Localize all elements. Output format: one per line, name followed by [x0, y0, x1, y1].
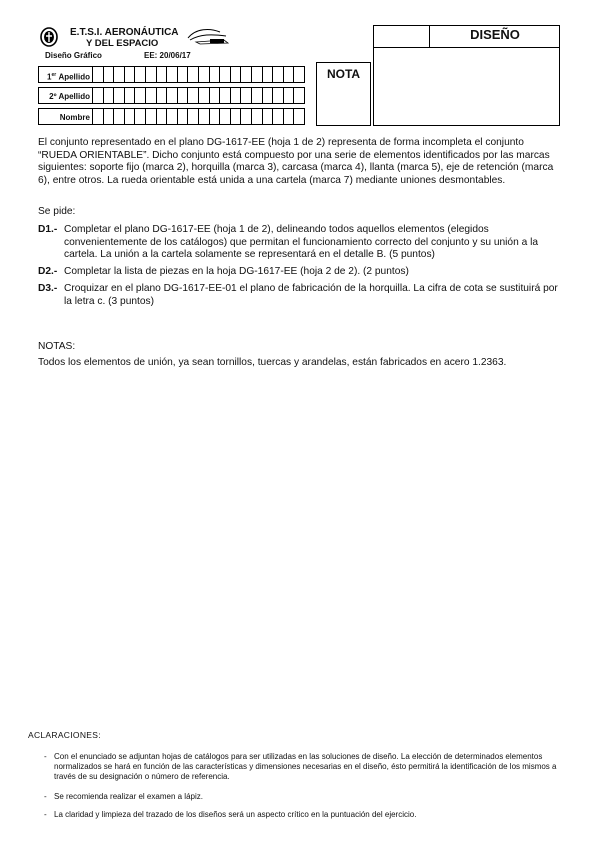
subject-label: Diseño Gráfico: [45, 51, 102, 60]
letter-cell[interactable]: [252, 66, 263, 83]
field-label: Nombre: [38, 108, 93, 125]
design-header-divider: [373, 25, 430, 48]
letter-cell[interactable]: [114, 87, 125, 104]
letter-cell[interactable]: [167, 108, 178, 125]
clarification-text: La claridad y limpieza del trazado de los diseños será un aspecto crítico en la puntuación del ejercicio.: [54, 810, 417, 819]
letter-cell[interactable]: [93, 66, 104, 83]
field-label: 2º Apellido: [38, 87, 93, 104]
bullet-dash: -: [44, 810, 47, 819]
letter-cell[interactable]: [273, 87, 284, 104]
task-text: Croquizar en el plano DG-1617-EE-01 el plano de fabricación de la horquilla. La cifra de cota se sustituirá por la letra c. (3 puntos): [64, 283, 558, 307]
letter-cell[interactable]: [188, 66, 199, 83]
letter-cell[interactable]: [294, 66, 305, 83]
letter-cell[interactable]: [93, 87, 104, 104]
task-code: D1.-: [38, 224, 58, 235]
letter-cell[interactable]: [167, 66, 178, 83]
bullet-dash: -: [44, 792, 47, 801]
letter-cell[interactable]: [252, 87, 263, 104]
letter-cell[interactable]: [146, 66, 157, 83]
letter-cell[interactable]: [199, 108, 210, 125]
letter-cell[interactable]: [273, 108, 284, 125]
exam-date: EE: 20/06/17: [144, 51, 191, 60]
clarifications-title: ACLARACIONES:: [28, 730, 101, 740]
task-text: Completar el plano DG-1617-EE (hoja 1 de 2), delineando todos aquellos elementos (elegidos convenientemente de los catálogos) que permitan el funcionamiento correcto del conjunto y su unión a la cartela. La unión a la cartela solamente se representará en el detalle B. (5 puntos): [64, 224, 539, 260]
letter-cell[interactable]: [210, 108, 221, 125]
letter-cell[interactable]: [188, 108, 199, 125]
letter-cell[interactable]: [231, 108, 242, 125]
letter-cell[interactable]: [220, 108, 231, 125]
letter-cell[interactable]: [231, 87, 242, 104]
task-code: D3.-: [38, 283, 58, 294]
letter-cell[interactable]: [241, 87, 252, 104]
letter-cell[interactable]: [135, 87, 146, 104]
letter-cell[interactable]: [125, 66, 136, 83]
first-surname-cells[interactable]: [93, 66, 305, 83]
school-name-line2: Y DEL ESPACIO: [86, 38, 159, 49]
school-name-line1: E.T.S.I. AERONÁUTICA: [70, 27, 179, 38]
field-label: 1er Apellido: [38, 66, 93, 83]
university-seal: [40, 27, 58, 47]
letter-cell[interactable]: [220, 66, 231, 83]
clarification-text: Se recomienda realizar el examen a lápiz.: [54, 792, 203, 801]
letter-cell[interactable]: [284, 108, 295, 125]
letter-cell[interactable]: [294, 108, 305, 125]
notes-text: Todos los elementos de unión, ya sean tornillos, tuercas y arandelas, están fabricados en acero 1.2363.: [38, 357, 507, 368]
letter-cell[interactable]: [188, 87, 199, 104]
letter-cell[interactable]: [146, 87, 157, 104]
notes-title: NOTAS:: [38, 341, 76, 352]
letter-cell[interactable]: [284, 66, 295, 83]
letter-cell[interactable]: [157, 66, 168, 83]
letter-cell[interactable]: [178, 108, 189, 125]
letter-cell[interactable]: [210, 66, 221, 83]
bullet-dash: -: [44, 752, 47, 761]
letter-cell[interactable]: [263, 87, 274, 104]
letter-cell[interactable]: [199, 66, 210, 83]
task-d3-text: [64, 283, 560, 308]
letter-cell[interactable]: [231, 66, 242, 83]
task-code: D2.-: [38, 266, 58, 277]
letter-cell[interactable]: [157, 108, 168, 125]
letter-cell[interactable]: [104, 87, 115, 104]
design-label: DISEÑO: [470, 27, 520, 42]
letter-cell[interactable]: [273, 66, 284, 83]
second-surname-cells[interactable]: [93, 87, 305, 104]
name-cells[interactable]: [93, 108, 305, 125]
letter-cell[interactable]: [199, 87, 210, 104]
letter-cell[interactable]: [125, 108, 136, 125]
clarification-text: Con el enunciado se adjuntan hojas de catálogos para ser utilizadas en las soluciones de diseño. La elección de determinados elementos normalizados se hará en función de las características y dimensiones necesarias en el diseño, ésto permitirá la identificación de los mismos a través de su designación o número de referencia.: [54, 752, 557, 781]
letter-cell[interactable]: [252, 108, 263, 125]
grade-box[interactable]: [316, 62, 371, 126]
letter-cell[interactable]: [220, 87, 231, 104]
letter-cell[interactable]: [263, 108, 274, 125]
letter-cell[interactable]: [284, 87, 295, 104]
letter-cell[interactable]: [135, 108, 146, 125]
se-pide-label: Se pide:: [38, 206, 76, 217]
letter-cell[interactable]: [93, 108, 104, 125]
letter-cell[interactable]: [135, 66, 146, 83]
letter-cell[interactable]: [263, 66, 274, 83]
school-logo: [186, 26, 230, 46]
name-field[interactable]: [38, 108, 306, 125]
letter-cell[interactable]: [167, 87, 178, 104]
letter-cell[interactable]: [178, 66, 189, 83]
letter-cell[interactable]: [294, 87, 305, 104]
letter-cell[interactable]: [114, 66, 125, 83]
letter-cell[interactable]: [210, 87, 221, 104]
letter-cell[interactable]: [114, 108, 125, 125]
letter-cell[interactable]: [241, 108, 252, 125]
grade-label: NOTA: [326, 67, 361, 81]
letter-cell[interactable]: [125, 87, 136, 104]
letter-cell[interactable]: [241, 66, 252, 83]
task-text: Completar la lista de piezas en la hoja DG-1617-EE (hoja 2 de 2). (2 puntos): [64, 266, 409, 277]
letter-cell[interactable]: [104, 108, 115, 125]
letter-cell[interactable]: [146, 108, 157, 125]
letter-cell[interactable]: [157, 87, 168, 104]
letter-cell[interactable]: [178, 87, 189, 104]
statement-text: El conjunto representado en el plano DG-1617-EE (hoja 1 de 2) representa de forma incompleta el conjunto “RUEDA ORIENTABLE”. Dicho conjunto está compuesto por una serie de elementos identificados por las marcas siguientes: soporte fijo (marca 2), horquilla (marca 3), carcasa (marca 4), llanta (marca 5), eje de retención (marca 6), entre otros. La rueda orientable está unida a una cartela (marca 7) mediante uniones desmontables.: [38, 137, 554, 186]
first-surname-field[interactable]: [38, 66, 306, 83]
second-surname-field[interactable]: [38, 87, 306, 104]
letter-cell[interactable]: [104, 66, 115, 83]
